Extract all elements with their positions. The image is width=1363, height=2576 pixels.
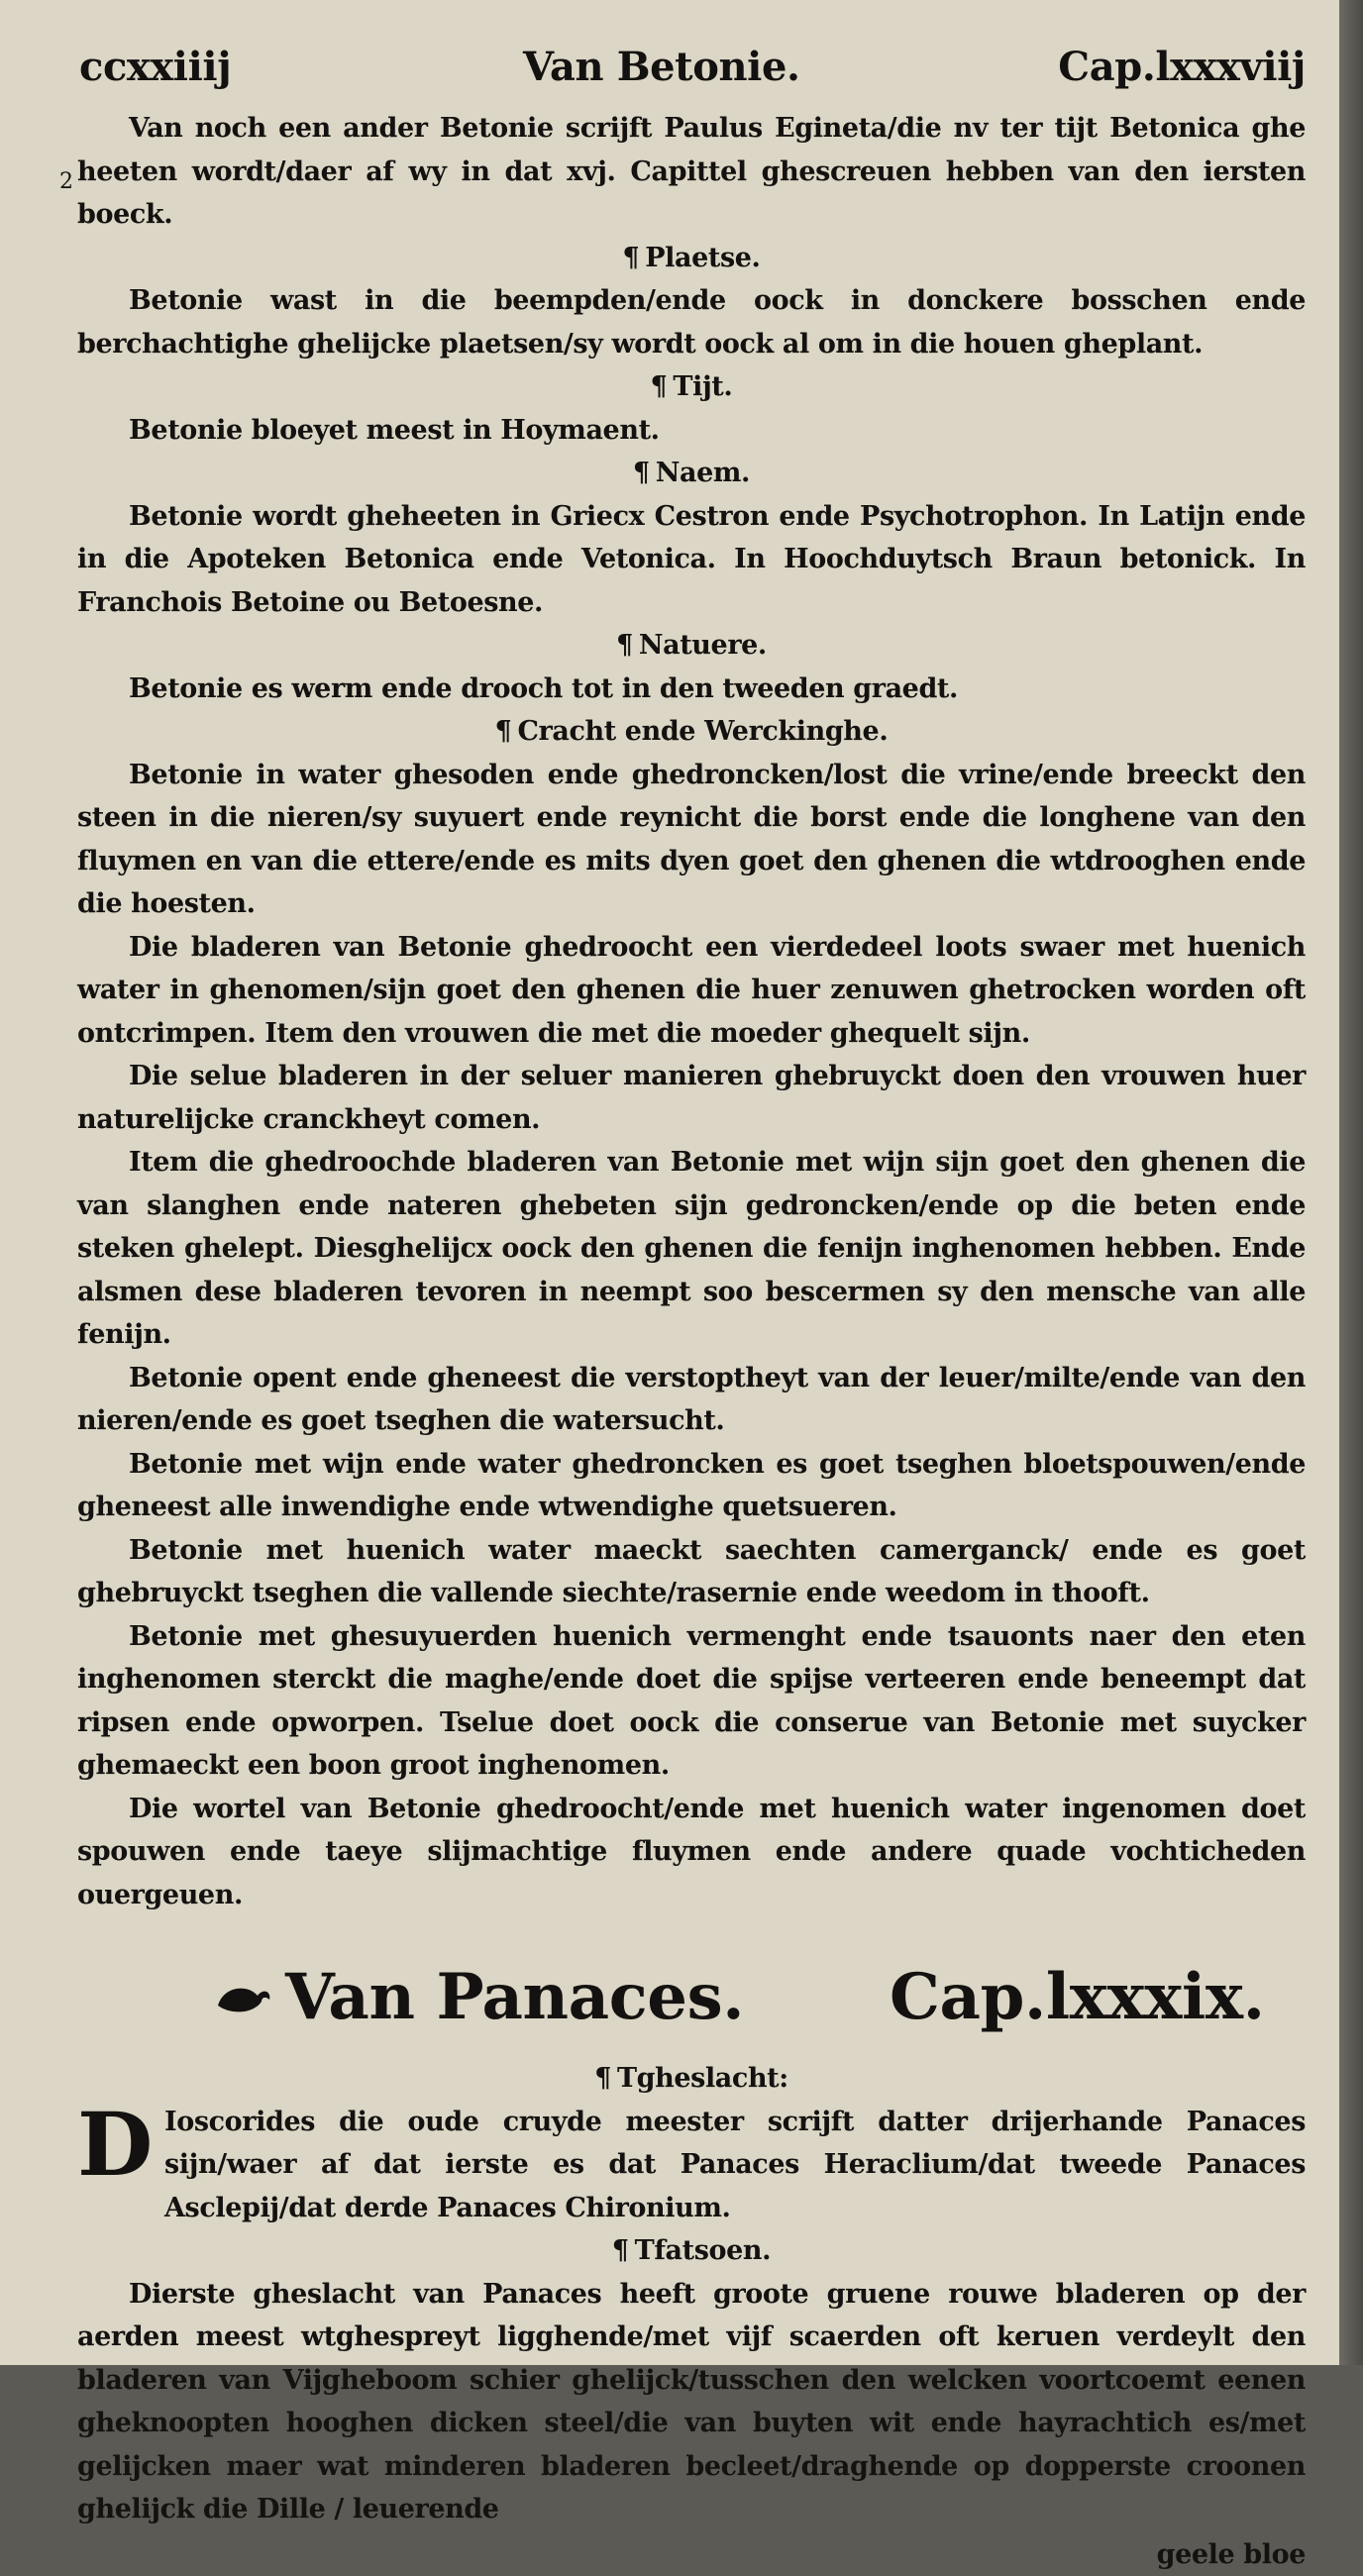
drop-cap: D <box>77 2101 153 2188</box>
chapter-title: Van Panaces. <box>214 1938 744 2057</box>
section-heading-naem <box>77 452 1306 495</box>
pilcrow-icon: ¶ <box>616 630 633 661</box>
folio-number: ccxxiiij <box>79 46 231 89</box>
text-block <box>77 44 1306 2576</box>
chapter-number: Cap.lxxxix. <box>890 1938 1265 2057</box>
paragraph: Betonie wordt gheheeten in Griecx Cestron ende Psychotrophon. In Latijn ende in die Apoteken Betonica ende Vetonica. In Hoochduytsch Braun betonick. In Franchois Betoine ou Betoesne. <box>77 495 1306 625</box>
paragraph: Betonie opent ende gheneest die verstoptheyt van der leuer/milte/ende van den nieren/ende es goet tseghen die watersucht. <box>77 1357 1306 1443</box>
running-chapter: Cap.lxxxviij <box>1058 46 1306 89</box>
pilcrow-icon: ¶ <box>633 458 650 488</box>
page-edge <box>1339 0 1363 2365</box>
pilcrow-icon: ¶ <box>612 2235 629 2266</box>
section-heading-tijt <box>77 365 1306 409</box>
heading-text: Natuere. <box>639 630 767 661</box>
betonie-intro: Van noch een ander Betonie scrijft Paulus Egineta/die nv ter tijt Betonica ghe heeten wordt/daer af wy in dat xvj. Capittel ghescreuen hebben van den iersten boeck. <box>77 107 1306 237</box>
paragraph: Betonie in water ghesoden ende ghedroncken/lost die vrine/ende breeckt den steen in die nieren/sy suyuert ende reynicht die borst ende die longhene van den fluymen en van die ettere/ende es mits dyen goet den ghenen die wtdrooghen ende die hoesten. <box>77 754 1306 926</box>
initial-paragraph <box>77 2101 1306 2230</box>
heading-text: Cracht ende Werckinghe. <box>517 716 888 747</box>
paragraph: Ioscorides die oude cruyde meester scrijft datter drijerhande Panaces sijn/waer af dat ierste es dat Panaces Heraclium/dat tweede Panaces Asclepij/dat derde Panaces Chironium. <box>164 2101 1306 2230</box>
heading-text: Tgheslacht: <box>617 2063 788 2094</box>
margin-number: 2 <box>59 160 73 204</box>
heading-text: Tfatsoen. <box>635 2235 772 2266</box>
paragraph: Betonie met wijn ende water ghedroncken es goet tseghen bloetspouwen/ende gheneest alle inwendighe ende wtwendighe quetsueren. <box>77 1443 1306 1529</box>
chapter-heading <box>77 1938 1306 2057</box>
pilcrow-icon: ¶ <box>622 243 639 273</box>
paragraph: Betonie es werm ende drooch tot in den tweeden graedt. <box>77 668 1306 711</box>
section-heading-gheslacht <box>77 2057 1306 2101</box>
pilcrow-icon: ¶ <box>651 371 668 402</box>
catchword: geele bloe <box>77 2533 1306 2576</box>
pilcrow-icon: ¶ <box>495 716 512 747</box>
section-heading-cracht <box>77 710 1306 754</box>
paragraph: Betonie met ghesuyuerden huenich vermenght ende tsauonts naer den eten inghenomen sterckt die maghe/ende doet die spijse verteeren ende beneempt dat ripsen ende opworpen. Tselue doet oock die conserue van Betonie met suycker ghemaeckt een boon groot inghenomen. <box>77 1615 1306 1788</box>
paragraph: Dierste gheslacht van Panaces heeft groote gruene rouwe bladeren op der aerden meest wtghespreyt ligghende/met vijf scaerden oft keruen verdeylt den bladeren van Vijgheboom schier ghelijck/tusschen den welcken voortcoemt eenen gheknoopten hooghen dicken steel/die van buyten wit ende hayrachtich es/met gelijcken maer wat minderen bladeren becleet/draghende op dopperste croonen ghelijck die Dille / leuerende <box>77 2273 1306 2531</box>
section-heading-plaetse <box>77 237 1306 280</box>
paragraph: Item die ghedroochde bladeren van Betonie met wijn sijn goet den ghenen die van slanghen ende nateren ghebeten sijn gedroncken/ende op die beten ende steken ghelept. Diesghelijcx oock den ghenen die fenijn inghenomen hebben. Ende alsmen dese bladeren tevoren in neempt soo bescermen sy den mensche van alle fenijn. <box>77 1141 1306 1357</box>
paragraph: Betonie bloeyet meest in Hoymaent. <box>77 409 1306 453</box>
running-title: Van Betonie. <box>523 46 800 89</box>
paragraph: Die wortel van Betonie ghedroocht/ende met huenich water ingenomen doet spouwen ende taeye slijmachtige fluymen ende andere quade vochticheden ouergeuen. <box>77 1788 1306 1917</box>
paragraph: Betonie met huenich water maeckt saechten camerganck/ ende es goet ghebruyckt tseghen die vallende siechte/rasernie ende weedom in thooft. <box>77 1529 1306 1615</box>
paragraph: Betonie wast in die beempden/ende oock in donckere bosschen ende berchachtighe ghelijcke plaetsen/sy wordt oock al om in die houen gheplant. <box>77 279 1306 365</box>
section-heading-natuere <box>77 624 1306 668</box>
running-header <box>77 44 1306 107</box>
heading-text: Plaetse. <box>645 243 760 273</box>
paragraph: Die selue bladeren in der seluer manieren ghebruyckt doen den vrouwen huer naturelijcke cranckheyt comen. <box>77 1055 1306 1141</box>
section-heading-fatsoen <box>77 2229 1306 2273</box>
heading-text: Tijt. <box>673 371 732 402</box>
pilcrow-icon: ¶ <box>594 2063 611 2094</box>
paragraph: Die bladeren van Betonie ghedroocht een vierdedeel loots swaer met huenich water in ghenomen/sijn goet den ghenen die huer zenuwen ghetrocken worden oft ontcrimpen. Item den vrouwen die met die moeder ghequelt sijn. <box>77 926 1306 1056</box>
heading-text: Naem. <box>656 458 750 488</box>
